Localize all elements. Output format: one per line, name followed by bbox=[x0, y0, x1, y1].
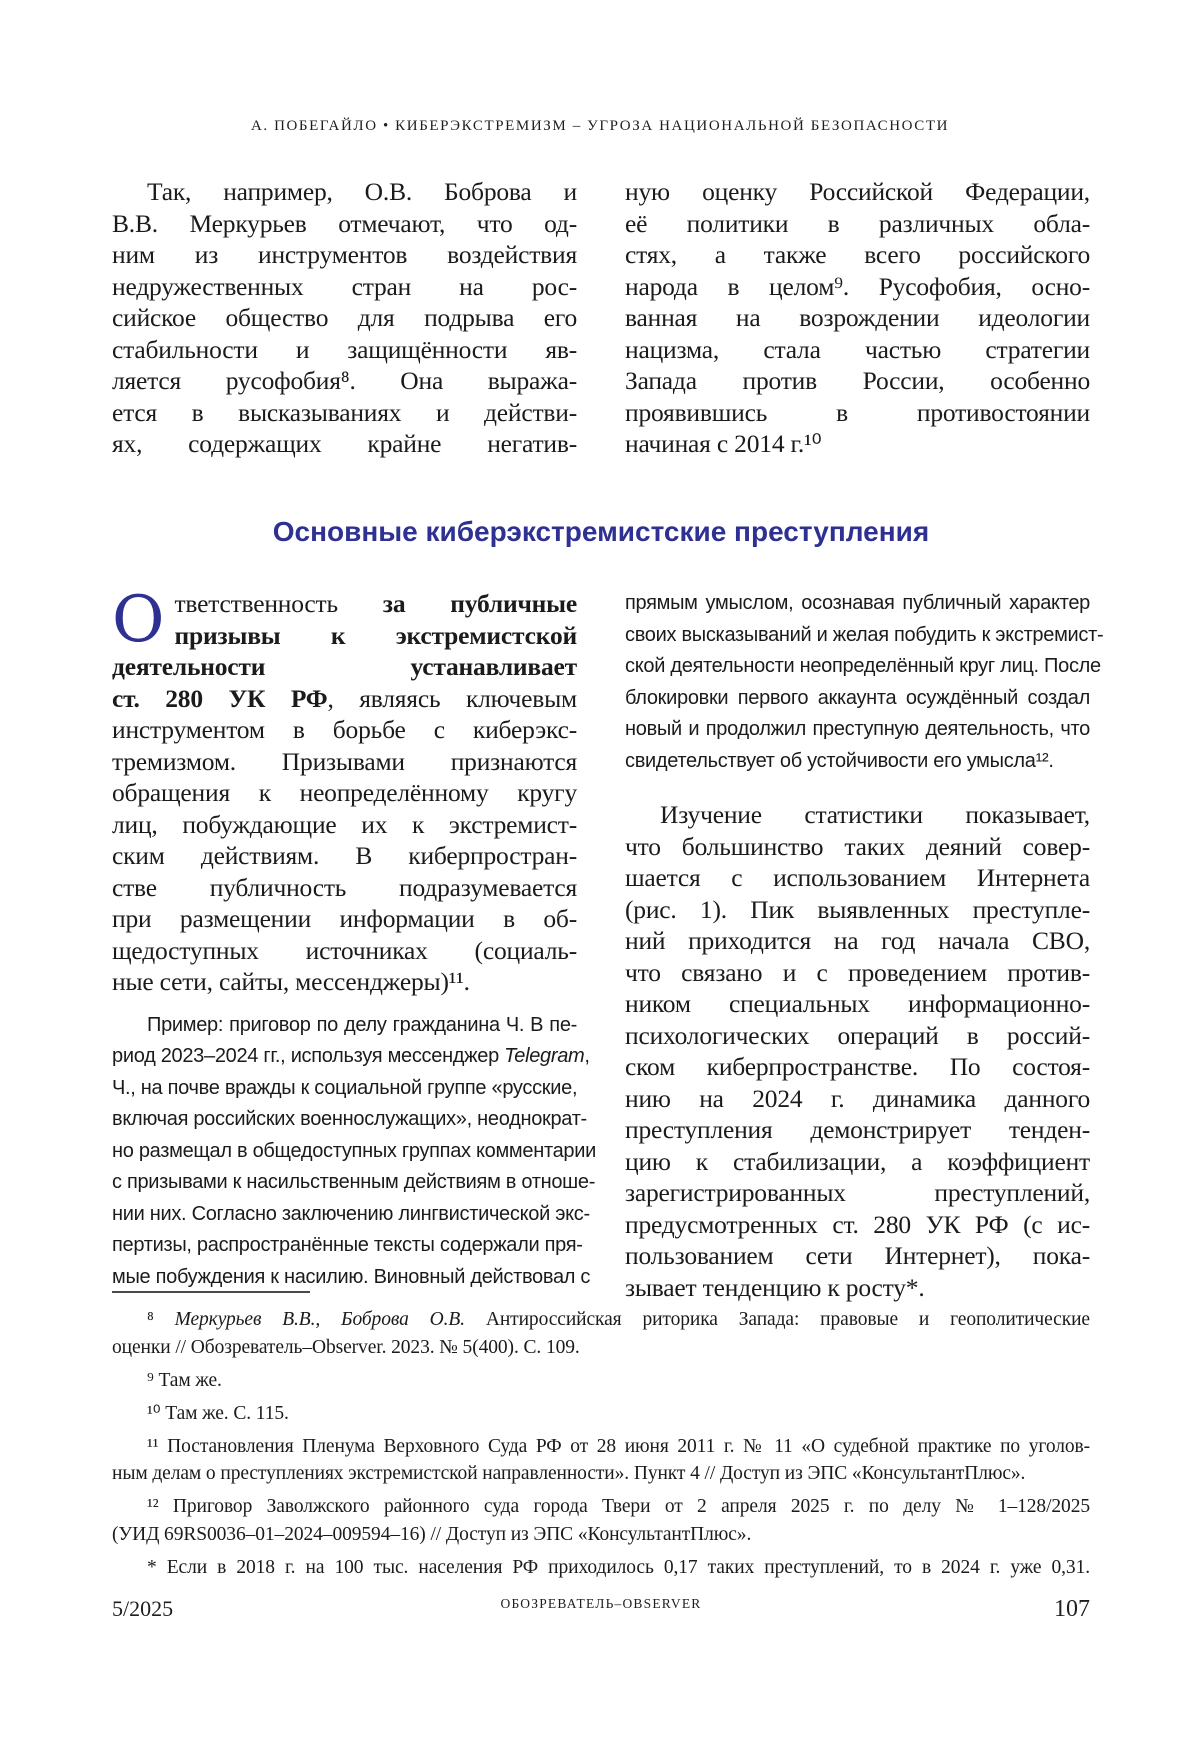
issue-number: 5/2025 bbox=[112, 1596, 174, 1621]
footnotes-block bbox=[112, 1306, 1090, 1587]
intro-section bbox=[112, 176, 1090, 460]
page-footer bbox=[112, 1596, 1090, 1623]
main-left-column bbox=[112, 583, 596, 1303]
footnote-12: ¹² Приговор Заволжского районного суда города Твери от 2 апреля 2025 г. по делу № 1–128/2025 (УИД 69RS0036–01–2024–009594–16) // Доступ из ЭПС «КонсультантПлюс». bbox=[112, 1496, 1090, 1545]
dropcap-letter: О bbox=[112, 583, 165, 657]
intro-right-column: ную оценку Российской Федерации, её политики в различных обла- стях, а также всего российского народа в целом⁹. Русофобия, осно- ванная на возрождении идеологии нацизма, стала частью стратегии Запада против России, особенно проявившись в противостоянии начиная с 2014 г.¹⁰ bbox=[625, 177, 1090, 458]
section-heading: Основные киберэкстремистские преступления bbox=[272, 516, 930, 547]
journal-name: ОБОЗРЕВАТЕЛЬ–OBSERVER bbox=[500, 1596, 702, 1611]
running-header: А. ПОБЕГАЙЛО • КИБЕРЭКСТРЕМИЗМ – УГРОЗА НАЦИОНАЛЬНОЙ БЕЗОПАСНОСТИ bbox=[250, 118, 950, 134]
footnote-8: ⁸ Меркурьев В.В., Боброва О.В. Антироссийская риторика Запада: правовые и геополитические оценки // Обозреватель–Observer. 2023. № 5(400). С. 109. bbox=[112, 1309, 1090, 1358]
footnote-11: ¹¹ Постановления Пленума Верховного Суда РФ от 28 июня 2011 г. № 11 «О судебной практике по уголов- ным делам о преступлениях экстремистской направленности». Пункт 4 // Доступ из ЭПС «КонсультантПлюс». bbox=[112, 1435, 1090, 1484]
footnote-divider bbox=[112, 1291, 310, 1293]
footnote-9: ⁹ Там же. bbox=[147, 1369, 222, 1391]
intro-left-column: Так, например, О.В. Боброва и В.В. Меркурьев отмечают, что од- ним из инструментов воздействия недружественных стран на рос- сийское общество для подрыва его стабильности и защищённости яв- ляется русофобия⁸. Она выража- ется в высказываниях и действи- ях, содержащих крайне негатив- bbox=[112, 177, 577, 458]
lead-paragraph: О тветственность за публичные призывы к экстремистской деятельности устанавливает ст. 280 УК РФ, являясь ключевым инструментом в борьбе с киберэкс- тремизмом. Призывами признаются обращения к неопределённому кругу лиц, побуждающие их к экстремист- ским действиям. В киберпростран- стве публичность подразумевается при размещении информации в об- щедоступных источниках (социаль- ные сети, сайты, мессенджеры)¹¹. bbox=[112, 583, 577, 996]
footnote-10: ¹⁰ Там же. С. 115. bbox=[147, 1402, 289, 1424]
main-right-column bbox=[625, 588, 1104, 1303]
case-example-paragraph-left: Пример: приговор по делу гражданина Ч. В пе- риод 2023–2024 гг., используя мессенджер Telegram, Ч., на почве вражды к социальной группе «русские, включая российских военнослужащих», неоднократ- но размещал в общедоступных группах комментарии с призывами к насильственным действиям в отноше- нии них. Согласно заключению лингвистической экс- пертизы, распространённые тексты содержали пря- мые побуждения к насилию. Виновный действовал с bbox=[112, 1013, 596, 1288]
footnote-asterisk: * Если в 2018 г. на 100 тыс. населения РФ приходилось 0,17 таких преступлений, то в 2024 г. уже 0,31. bbox=[147, 1556, 1090, 1578]
page-number: 107 bbox=[1054, 1596, 1090, 1622]
case-example-paragraph-right: прямым умыслом, осознавая публичный характер своих высказываний и желая побудить к экстремист- ской деятельности неопределённый круг лиц. После блокировки первого аккаунта осуждённый создал новый и продолжил преступную деятельность, что свидетельствует об устойчивости его умысла¹². bbox=[625, 592, 1104, 772]
main-section bbox=[112, 583, 1104, 1303]
statistics-paragraph: Изучение статистики показывает, что большинство таких деяний совер- шается с использованием Интернета (рис. 1). Пик выявленных преступле- ний приходится на год начала СВО, что связано и с проведением против- ником специальных информационно- психологических операций в россий- ском киберпространстве. По состоя- нию на 2024 г. динамика данного преступления демонстрирует тенден- цию к стабилизации, а коэффициент зарегистрированных преступлений, предусмотренных ст. 280 УК РФ (с ис- пользованием сети Интернет), пока- зывает тенденцию к росту*. bbox=[625, 800, 1090, 1302]
